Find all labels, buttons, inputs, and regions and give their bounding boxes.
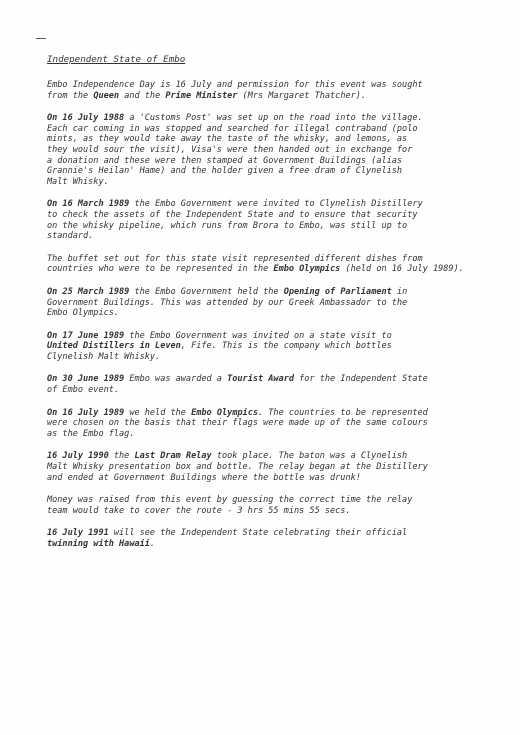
text-run: a 'Customs Post' was set up on the road into the village. Each car coming in was stopped and searched for illegal contraband (polo mints, as they would take away the taste of the whisky, and lemons, as they would sour the visit), Visa's were then handed out in exchange for a donation and these were then stamped at Government Buildings (alias Grannie's Heilan' Hame) and the holder given a free dram of Clynelish Malt Whisky. <box>47 113 423 187</box>
paragraph <box>47 374 502 395</box>
text-run: for the Independent State of Embo event. <box>47 374 428 396</box>
paragraph <box>47 254 502 275</box>
paragraph <box>47 495 502 516</box>
bold-text: Queen <box>93 90 120 101</box>
bold-text: On 16 March 1989 <box>47 199 130 210</box>
text-run: the Embo Government was invited on a state visit to <box>129 330 392 341</box>
bold-text: On 16 July 1988 <box>47 113 125 124</box>
bold-text: Embo Olympics <box>191 407 258 418</box>
bold-text: Prime Minister <box>165 90 238 101</box>
paragraph <box>47 331 502 363</box>
paragraph <box>47 287 502 319</box>
text-run: and the <box>119 90 166 101</box>
text-run: will see the Independent State celebrating their official <box>113 528 408 539</box>
text-run: , Fife. This is the company which bottles Clynelish Malt Whisky. <box>47 341 392 362</box>
bold-text: 16 July 1991 <box>47 528 109 539</box>
text-run: the Embo Government were invited to Clynelish Distillery to check the assets of the Independent State and to ensure that security on the whisky pipeline, which runs from Brora to Embo, was still up to standard. <box>47 199 423 242</box>
bold-text: United Distillers in Leven <box>47 341 181 352</box>
text-run: the <box>108 451 135 462</box>
text-run: . The countries to be represented were chosen on the basis that their flags were made up of the same colours as the Embo flag. <box>47 407 428 439</box>
bold-text: twinning with Hawaii <box>47 539 150 549</box>
bold-text: On 30 June 1989 <box>47 374 125 385</box>
paragraph <box>47 199 502 241</box>
bold-text: 16 July 1990 <box>47 451 109 462</box>
text-run: (held on 16 July 1989). <box>340 264 464 275</box>
bold-text: Embo Olympics <box>273 264 341 275</box>
bold-text: On 16 July 1989 <box>47 407 125 418</box>
text-run: Money was raised from this event by guessing the correct time the relay team would take to cover the route - 3 hrs 55 mins 55 secs. <box>47 495 413 516</box>
text-run: Embo Independence Day is 16 July and permission for this event was sought from the <box>47 80 423 101</box>
document-body <box>47 54 502 562</box>
paragraph <box>47 451 502 483</box>
text-run: (Mrs Margaret Thatcher). <box>237 90 367 101</box>
bold-text: On 25 March 1989 <box>47 286 130 297</box>
text-run: in Government Buildings. This was attended by our Greek Ambassador to the Embo Olympics. <box>47 286 408 319</box>
bold-text: Tourist Award <box>227 374 295 385</box>
document-heading: Independent State of Embo <box>47 54 186 65</box>
paragraph <box>47 113 502 187</box>
paragraph <box>47 408 502 440</box>
text-run: . <box>149 539 156 549</box>
paragraph <box>47 80 502 101</box>
text-run: the Embo Government held the <box>129 286 284 297</box>
text-run: The buffet set out for this state visit represented different dishes from countries who were to be represented in the <box>47 253 423 275</box>
page-edge-mark <box>36 38 46 39</box>
bold-text: On 17 June 1989 <box>47 330 125 341</box>
paragraph <box>47 528 502 549</box>
bold-text: Opening of Parliament <box>283 286 392 297</box>
bold-text: Last Dram Relay <box>134 451 212 462</box>
text-run: took place. The baton was a Clynelish Malt Whisky presentation box and bottle. The relay began at the Distillery and ended at Government Buildings where the bottle was drunk! <box>47 451 428 483</box>
text-run: Embo was awarded a <box>124 374 228 385</box>
paragraph-list <box>47 80 502 550</box>
text-run: we held the <box>124 407 192 418</box>
